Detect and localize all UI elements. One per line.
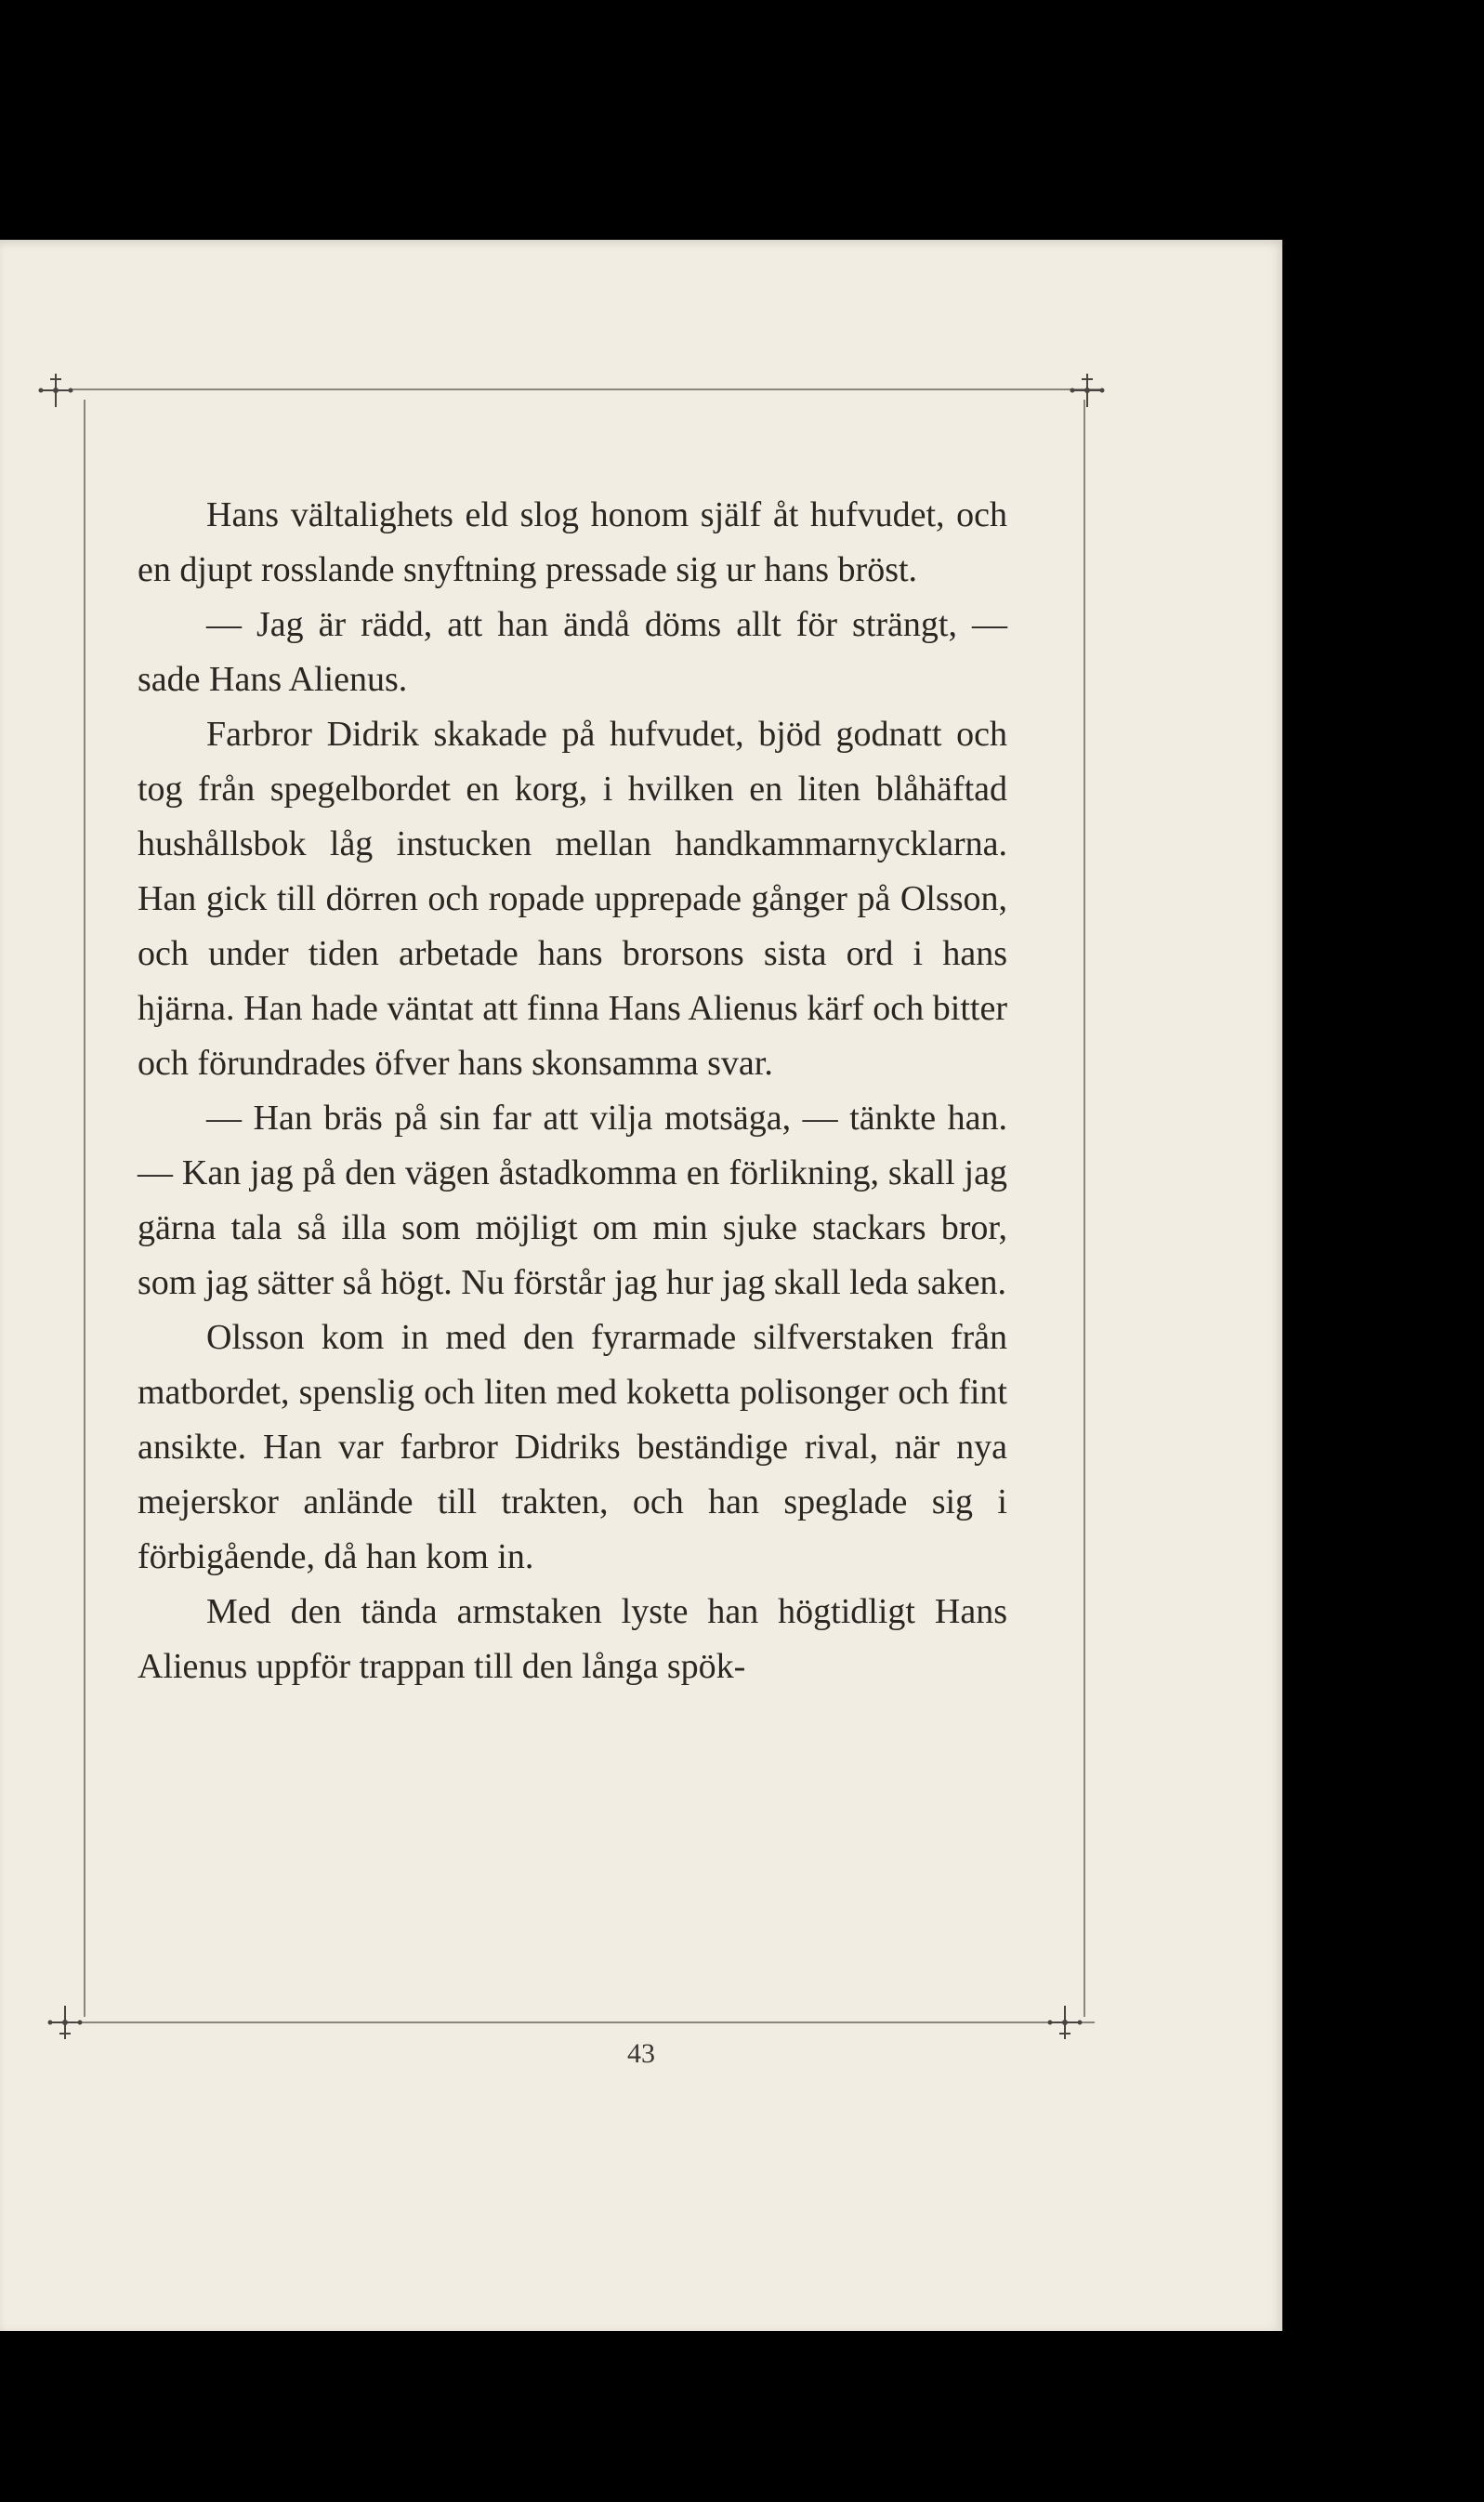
frame-top-rule [69, 388, 1100, 390]
frame-left-rule [84, 400, 85, 2017]
corner-ornament-icon [46, 2004, 84, 2041]
paragraph: — Jag är rädd, att han ändå döms allt för strängt, — sade Hans Alienus. [138, 605, 1007, 699]
paragraph: Farbror Didrik skakade på hufvudet, bjöd godnatt och tog från spegelbordet en korg, i hvilken en liten blåhäftad hushållsbok låg instucken mellan handkammarnycklarna. Han gick till dörren och ropade upprepade gånger på Olsson, och under tiden arbetade hans brorsons sista ord i hans hjärna. Han hade väntat att finna Hans Alienus kärf och bitter och förundrades öfver hans skonsamma svar. [138, 715, 1007, 1083]
body-text [138, 488, 1007, 1694]
frame-bottom-rule [72, 2021, 1095, 2023]
corner-ornament-icon [1046, 2004, 1083, 2041]
frame-right-rule [1083, 400, 1085, 2017]
corner-ornament-icon [1069, 372, 1106, 409]
paragraph: Hans vältalighets eld slog honom själf åt hufvudet, och en djupt rosslande snyftning pressade sig ur hans bröst. [138, 495, 1007, 589]
book-page [0, 240, 1282, 2331]
paragraph: Olsson kom in med den fyrarmade silfverstaken från matbordet, spenslig och liten med koketta polisonger och fint ansikte. Han var farbror Didriks beständige rival, när nya mejerskor anlände till trakten, och han speglade sig i förbigående, då han kom in. [138, 1318, 1007, 1576]
paragraph: Med den tända armstaken lyste han högtidligt Hans Alienus uppför trappan till den långa spök- [138, 1592, 1007, 1686]
page-number: 43 [627, 2038, 655, 2069]
paragraph: — Han bräs på sin far att vilja motsäga, — tänkte han. — Kan jag på den vägen åstadkomma en förlikning, skall jag gärna tala så illa som möjligt om min sjuke stackars bror, som jag sätter så högt. Nu förstår jag hur jag skall leda saken. [138, 1099, 1007, 1302]
corner-ornament-icon [37, 372, 74, 409]
